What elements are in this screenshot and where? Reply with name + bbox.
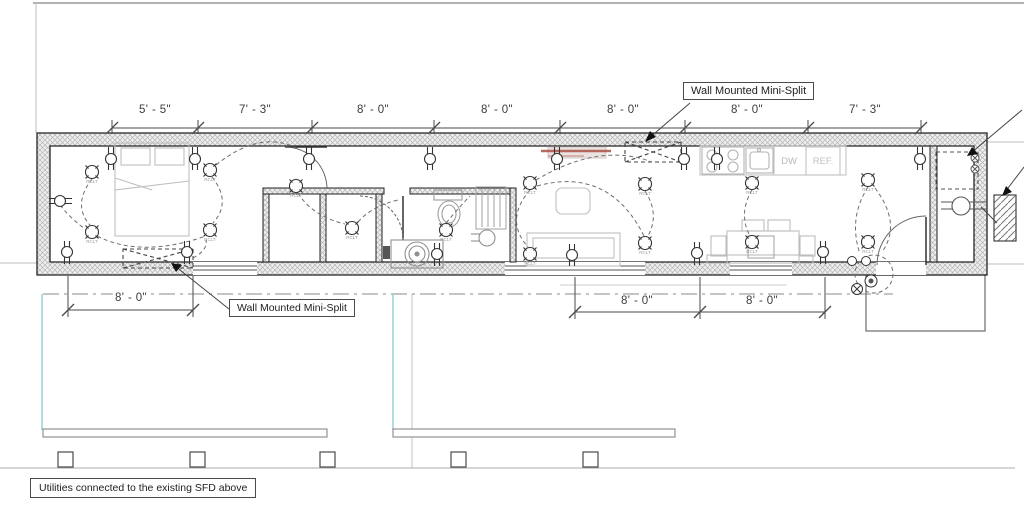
dim-top-7: 7' - 3" (848, 104, 882, 116)
receptacle (190, 147, 201, 170)
receptacle (679, 147, 690, 170)
entry-door-opening (876, 262, 926, 275)
dim-top-2: 7' - 3" (238, 104, 272, 116)
receptacle (182, 241, 193, 264)
dim-bottom-left: 8' - 0" (114, 292, 148, 304)
footing-bar-right (393, 429, 675, 437)
dim-top-4: 8' - 0" (480, 104, 514, 116)
rclt-label: RCLT (862, 249, 874, 254)
stove (702, 147, 744, 174)
highlighted-wall-heater (541, 147, 611, 158)
rclt-label: RCLT (639, 250, 651, 255)
recessed-lights (86, 164, 875, 267)
rclt-label: RCLT (86, 239, 98, 244)
dim-bottom-right-1: 8' - 0" (620, 295, 654, 307)
entry-landing (866, 275, 985, 331)
interior-walls (263, 146, 937, 262)
footing-bar-left (43, 429, 327, 437)
receptacle (304, 147, 315, 170)
dim-bottom-right-2: 8' - 0" (745, 295, 779, 307)
rclt-label: RCLT (862, 187, 874, 192)
dim-top-5: 8' - 0" (606, 104, 640, 116)
dishwasher-label: DW (781, 156, 797, 167)
rclt-label: RCLT (440, 237, 452, 242)
receptacle (915, 147, 926, 170)
furniture (115, 143, 846, 268)
dim-top-3: 8' - 0" (356, 104, 390, 116)
receptacle (62, 241, 73, 264)
dim-top-6: 8' - 0" (730, 104, 764, 116)
bed (115, 143, 189, 236)
top-extension-lines (112, 120, 921, 134)
post-footings (58, 452, 598, 467)
equipment-pad-hatched (994, 195, 1016, 241)
utilities-note: Utilities connected to the existing SFD above (30, 478, 256, 498)
toilet (434, 190, 462, 227)
rclt-label: RCLT (204, 237, 216, 242)
dim-top-1: 5' - 5" (138, 104, 172, 116)
callout-mini-split-top: Wall Mounted Mini-Split (683, 82, 814, 100)
receptacle (818, 241, 829, 264)
dining-set (707, 220, 815, 263)
refrigerator-label: REF. (812, 156, 834, 167)
callout-mini-split-bottom: Wall Mounted Mini-Split (229, 299, 355, 317)
kitchen-sink (746, 148, 773, 173)
coffee-table (556, 188, 590, 214)
lavatory (471, 230, 495, 246)
rclt-label: RCLT (524, 261, 536, 266)
rclt-label: RCLT (524, 190, 536, 195)
receptacle (425, 147, 436, 170)
rclt-label: RCLT (290, 193, 302, 198)
rclt-label: RCLT (746, 249, 758, 254)
rclt-label: RCLT (204, 177, 216, 182)
rclt-label: RCLT (346, 235, 358, 240)
rclt-label: RCLT (746, 190, 758, 195)
rclt-label: RCLT (86, 179, 98, 184)
rclt-label: RCLT (639, 191, 651, 196)
receptacle (49, 196, 72, 207)
